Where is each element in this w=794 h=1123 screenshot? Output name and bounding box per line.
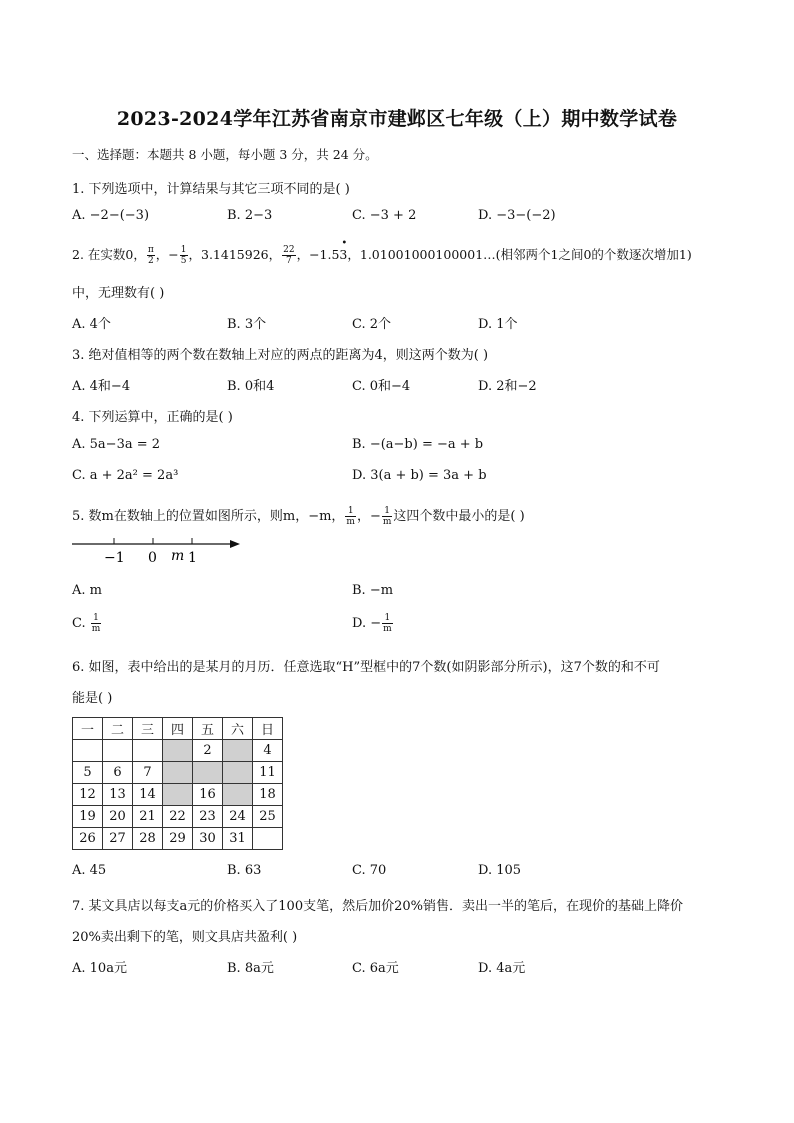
calendar-cell-shaded [163, 784, 193, 806]
calendar-cell: 4 [253, 740, 283, 762]
q1-option-c: C. −3 + 2 [352, 208, 417, 223]
calendar-header-cell: 五 [193, 718, 223, 740]
calendar-cell: 14 [133, 784, 163, 806]
calendar-cell [73, 740, 103, 762]
calendar-header-cell: 日 [253, 718, 283, 740]
calendar-row [73, 740, 283, 762]
calendar-cell [133, 740, 163, 762]
calendar-cell: 22 [163, 806, 193, 828]
q1-option-d: D. −3−(−2) [478, 208, 556, 223]
q3-option-d: D. 2和−2 [478, 379, 537, 394]
question-2-stem: 2. 在实数0， $\frac{\pi}{2}$ ，− $\frac{1}{5}$ ，3.1415926， $\frac{22}{7}$ ，−1.5 • 3，1.01001000100001…(相邻两个1之间0的个数逐次增加1) [72, 238, 692, 266]
calendar-cell-shaded [193, 762, 223, 784]
q1-option-b: B. 2−3 [227, 208, 273, 223]
calendar-cell [103, 740, 133, 762]
calendar-table [72, 717, 283, 850]
q5-option-a: A. m [72, 583, 102, 598]
question-5-stem: 5. 数m在数轴上的位置如图所示，则m，−m， $\frac{1}{m}$ ，− $\frac{1}{m}$ 这四个数中最小的是( ) [72, 506, 525, 527]
calendar-cell: 13 [103, 784, 133, 806]
calendar-cell: 21 [133, 806, 163, 828]
calendar-cell: 25 [253, 806, 283, 828]
calendar-cell: 23 [193, 806, 223, 828]
question-7-line2: 20%卖出剩下的笔，则文具店共盈利( ) [72, 930, 298, 945]
q2-option-b: B. 3个 [227, 317, 267, 332]
q4-option-c: C. a + 2a² = 2a³ [72, 468, 179, 483]
q3-option-b: B. 0和4 [227, 379, 275, 394]
calendar-header-cell: 二 [103, 718, 133, 740]
calendar-cell-shaded [223, 784, 253, 806]
page-title: 2023-2024学年江苏省南京市建邺区七年级（上）期中数学试卷 [116, 108, 678, 130]
q1-option-a: A. −2−(−3) [72, 208, 150, 223]
question-6-stem: 6. 如图，表中给出的是某月的月历．任意选取“H”型框中的7个数(如阴影部分所示)，这7个数的和不可 [72, 660, 660, 675]
question-4-stem: 4. 下列运算中，正确的是( ) [72, 410, 233, 425]
q3-option-a: A. 4和−4 [72, 379, 131, 394]
calendar-header-cell: 一 [73, 718, 103, 740]
calendar-cell: 12 [73, 784, 103, 806]
q7-option-c: C. 6a元 [352, 961, 399, 976]
calendar-cell: 26 [73, 828, 103, 850]
calendar-cell: 5 [73, 762, 103, 784]
calendar-cell: 31 [223, 828, 253, 850]
q7-option-d: D. 4a元 [478, 961, 526, 976]
question-7-stem: 7. 某文具店以每支a元的价格买入了100支笔，然后加价20%销售．卖出一半的笔后，在现价的基础上降价 [72, 899, 683, 914]
calendar-cell: 7 [133, 762, 163, 784]
label-zero: 0 [148, 550, 157, 566]
calendar-cell [253, 828, 283, 850]
calendar-cell: 27 [103, 828, 133, 850]
q3-option-c: C. 0和−4 [352, 379, 411, 394]
q5-option-c: C. $\frac{1}{m}$ [72, 613, 101, 634]
calendar-cell-shaded [223, 740, 253, 762]
calendar-row [73, 806, 283, 828]
calendar-cell: 28 [133, 828, 163, 850]
calendar-row [73, 784, 283, 806]
calendar-cell: 2 [193, 740, 223, 762]
q2-option-a: A. 4个 [72, 317, 111, 332]
q4-option-b: B. −(a−b) = −a + b [352, 437, 484, 452]
calendar-row [73, 828, 283, 850]
calendar-cell: 18 [253, 784, 283, 806]
q7-option-a: A. 10a元 [72, 961, 127, 976]
calendar-row [73, 762, 283, 784]
number-line-arrow [230, 540, 240, 548]
calendar-cell: 16 [193, 784, 223, 806]
question-6-line2: 能是( ) [72, 691, 113, 706]
q7-option-b: B. 8a元 [227, 961, 274, 976]
calendar-cell: 20 [103, 806, 133, 828]
question-1-stem: 1. 下列选项中，计算结果与其它三项不同的是( ) [72, 182, 350, 197]
q2-option-c: C. 2个 [352, 317, 392, 332]
calendar-cell: 24 [223, 806, 253, 828]
calendar-cell-shaded [163, 762, 193, 784]
q2-option-d: D. 1个 [478, 317, 518, 332]
number-line-figure [68, 532, 248, 566]
q6-option-d: D. 105 [478, 863, 522, 878]
calendar-header-cell: 六 [223, 718, 253, 740]
calendar-cell: 29 [163, 828, 193, 850]
q4-option-d: D. 3(a + b) = 3a + b [352, 468, 487, 483]
calendar-header-row [73, 718, 283, 740]
section-heading: 一、选择题：本题共 8 小题，每小题 3 分，共 24 分。 [72, 147, 378, 162]
question-3-stem: 3. 绝对值相等的两个数在数轴上对应的两点的距离为4，则这两个数为( ) [72, 348, 489, 363]
label-neg1: −1 [104, 550, 125, 566]
question-2-line2: 中，无理数有( ) [72, 286, 165, 301]
calendar-cell-shaded [163, 740, 193, 762]
label-one: 1 [188, 550, 197, 566]
calendar-header-cell: 三 [133, 718, 163, 740]
q5-option-d: D. − $\frac{1}{m}$ [352, 613, 392, 634]
calendar-header-cell: 四 [163, 718, 193, 740]
calendar-cell: 19 [73, 806, 103, 828]
label-m: m [171, 548, 185, 564]
calendar-cell-shaded [223, 762, 253, 784]
calendar-cell: 11 [253, 762, 283, 784]
q6-option-c: C. 70 [352, 863, 387, 878]
calendar-cell: 30 [193, 828, 223, 850]
q4-option-a: A. 5a−3a = 2 [72, 437, 161, 452]
q5-option-b: B. −m [352, 583, 394, 598]
q6-option-b: B. 63 [227, 863, 262, 878]
q6-option-a: A. 45 [72, 863, 107, 878]
calendar-cell: 6 [103, 762, 133, 784]
